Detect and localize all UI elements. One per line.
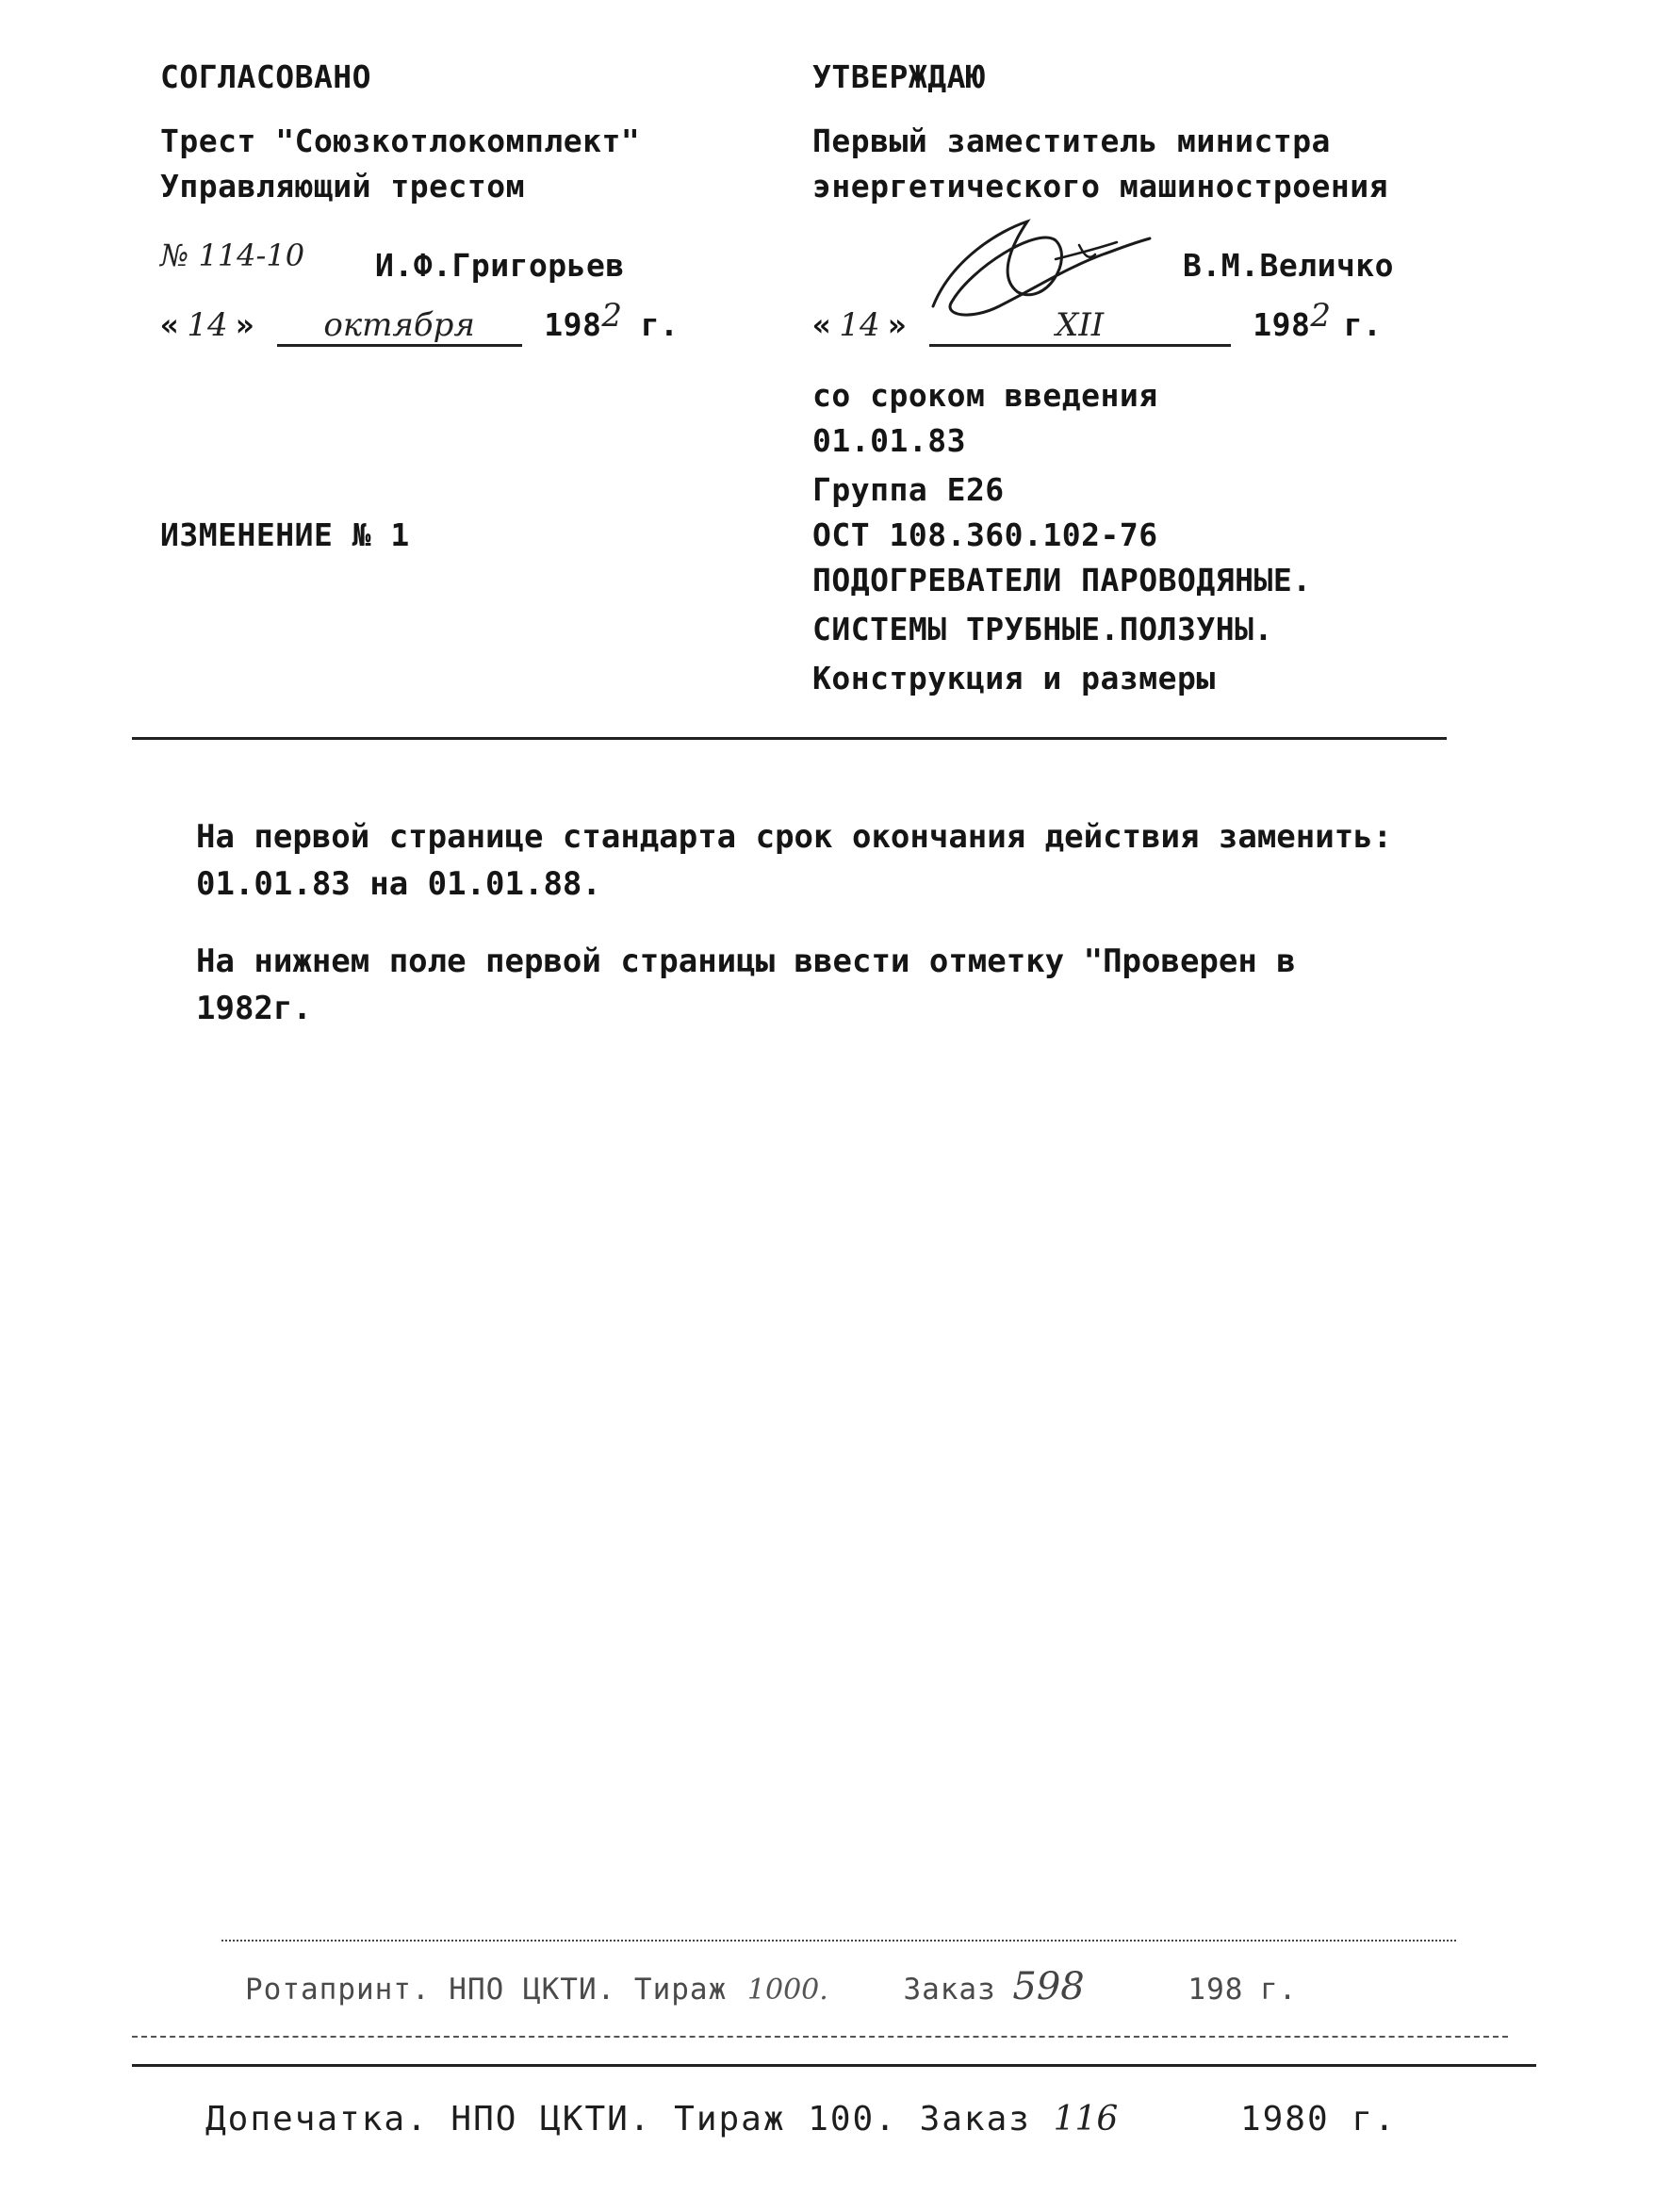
left-date-day: 14	[187, 306, 228, 344]
group-label: Группа Е26	[812, 471, 1005, 508]
intro-line: со сроком введения	[812, 377, 1158, 414]
approval-heading-left: СОГЛАСОВАНО	[160, 58, 372, 95]
footer-faint-print-run: 1000.	[746, 1974, 828, 2007]
right-date-month: XII	[1056, 306, 1105, 344]
body-para2-line2: 1982г.	[196, 990, 312, 1027]
body-para1-line2: 01.01.83 на 01.01.88.	[196, 865, 601, 903]
footer-faint-year: 198	[1188, 1973, 1244, 2007]
footer-dashed-rule	[132, 2036, 1508, 2038]
footer-faint-printer: Ротапринт. НПО ЦКТИ. Тираж	[245, 1973, 728, 2007]
right-signer-name: В.М.Величко	[1183, 247, 1395, 284]
ministry-name: энергетического машиностроения	[812, 168, 1389, 205]
left-date-line: « 14 » октября 1982 г.	[160, 306, 679, 347]
standard-title-line2: СИСТЕМЫ ТРУБНЫЕ.ПОЛЗУНЫ.	[812, 611, 1273, 647]
trust-manager-title: Управляющий трестом	[160, 168, 525, 205]
left-date-year-digit: 2	[601, 297, 623, 335]
footer-faint-order-label: Заказ	[903, 1973, 996, 2007]
right-date-year-digit: 2	[1310, 297, 1332, 335]
footer-main-line	[205, 2100, 1397, 2138]
footer-main-year: 1980 г.	[1239, 2100, 1397, 2138]
right-date-year: 198	[1253, 306, 1311, 343]
left-signer-name: И.Ф.Григорьев	[375, 247, 625, 284]
body-para1-line1: На первой странице стандарта срок окончания действия заменить:	[196, 818, 1393, 856]
footer-faint-year-suffix: г.	[1260, 1973, 1298, 2007]
standard-title-line3: Конструкция и размеры	[812, 660, 1216, 696]
footer-main-order-number: 116	[1053, 2100, 1119, 2138]
document-number: № 114-10	[160, 238, 305, 273]
body-para2-line1: На нижнем поле первой страницы ввести отметку "Проверен в	[196, 942, 1296, 980]
footer-faint-line	[245, 1965, 1297, 2008]
left-date-year: 198	[544, 306, 602, 343]
right-date-line: « 14 » XII 1982 г.	[812, 306, 1382, 347]
footer-top-dotted-rule	[221, 1940, 1456, 1942]
header-separator	[132, 737, 1447, 740]
trust-name: Трест "Союзкотлокомплект"	[160, 123, 641, 159]
footer-main-text: Допечатка. НПО ЦКТИ. Тираж 100. Заказ	[205, 2100, 1031, 2138]
standard-code: ОСТ 108.360.102-76	[812, 516, 1158, 553]
approval-heading-right: УТВЕРЖДАЮ	[812, 58, 986, 95]
left-date-month: октября	[323, 306, 475, 344]
right-date-suffix: г.	[1343, 306, 1383, 343]
footer-solid-rule	[132, 2064, 1536, 2067]
right-date-day: 14	[839, 306, 880, 344]
change-label: ИЗМЕНЕНИЕ № 1	[160, 516, 410, 553]
deputy-minister-title: Первый заместитель министра	[812, 123, 1331, 159]
standard-title-line1: ПОДОГРЕВАТЕЛИ ПАРОВОДЯНЫЕ.	[812, 562, 1312, 598]
left-date-suffix: г.	[640, 306, 680, 343]
footer-faint-order-number: 598	[1012, 1965, 1085, 2008]
intro-date: 01.01.83	[812, 422, 966, 459]
